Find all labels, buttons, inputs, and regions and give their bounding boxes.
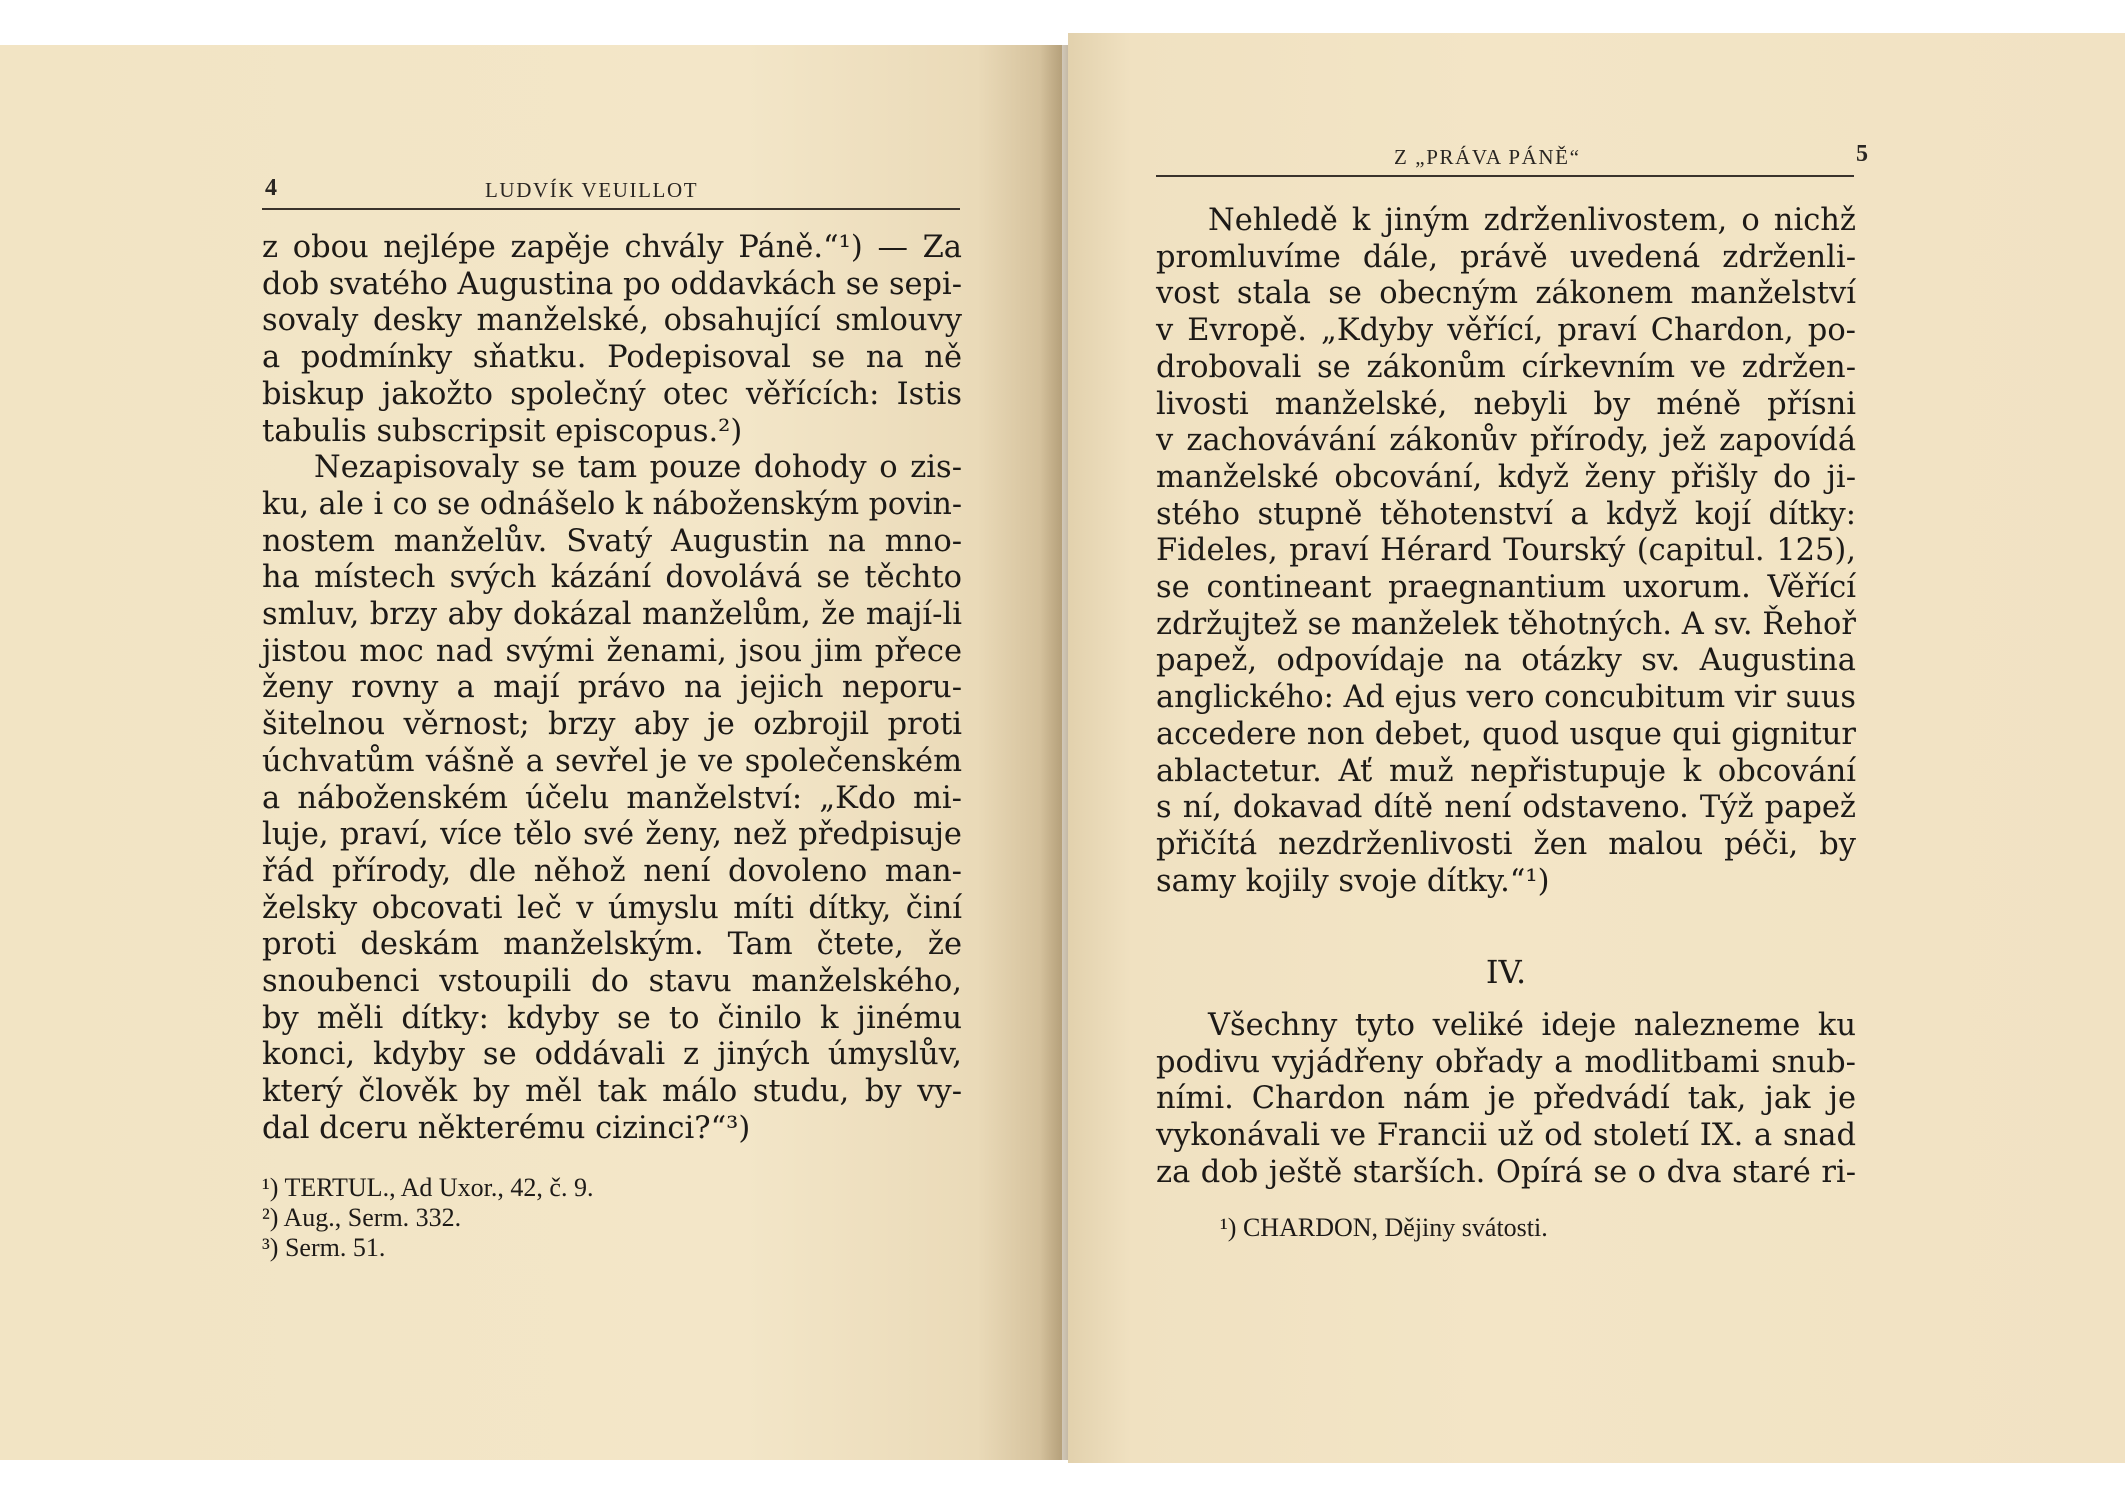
text-line: livosti manželské, nebyli by méně přísni [1156,386,1856,422]
text-line: z obou nejlépe zapěje chvály Páně.“¹) — Za [262,230,962,265]
text-line: manželské obcování, když ženy přišly do ji- [1156,459,1856,495]
right-body-text [1156,203,1856,900]
text-line: se contineant praegnantium uxorum. Věřící [1156,570,1856,606]
text-line: Nehledě k jiným zdrženlivostem, o nichž [1208,203,1856,238]
gutter-shadow [1040,45,1068,1460]
footnote: ¹) TERTUL., Ad Uxor., 42, č. 9. [262,1173,594,1202]
text-line: tabulis subscripsit episcopus.²) [262,413,743,449]
text-line: želsky obcovati leč v úmyslu míti dítky, činí [262,890,962,926]
left-footnotes [262,1173,593,1263]
text-line: řád přírody, dle něhož není dovoleno man- [262,853,962,889]
text-line: stého stupně těhotenství a když kojí dítky: [1156,496,1856,532]
page-number: 5 [1856,141,1868,167]
text-line: samy kojily svoje dítky.“¹) [1156,863,1550,899]
header-rule [262,208,960,210]
text-line: papež, odpovídaje na otázky sv. Augustina [1156,643,1856,679]
text-line: drobovali se zákonům církevním ve zdržen- [1156,349,1856,385]
text-line: ku, ale i co se odnášelo k náboženským povin- [262,486,962,522]
footnote: ²) Aug., Serm. 332. [262,1203,462,1232]
text-line: promluvíme dále, právě uvedená zdrženli- [1156,239,1856,275]
text-line: accedere non debet, quod usque qui gignitur [1156,716,1856,752]
text-line: ablactetur. Ať muž nepřistupuje k obcování [1156,753,1856,789]
text-line: zdržujtež se manželek těhotných. A sv. Řehoř [1156,606,1856,642]
text-line: v Evropě. „Kdyby věřící, praví Chardon, po- [1156,313,1856,349]
text-line: podivu vyjádřeny obřady a modlitbami snub- [1156,1044,1856,1080]
text-line: luje, praví, více tělo své ženy, než předpisuje [262,817,962,853]
text-line: vost stala se obecným zákonem manželství [1156,276,1856,312]
text-line: Fideles, praví Hérard Tourský (capitul. 125), [1156,533,1856,569]
text-line: snoubenci vstoupili do stavu manželského, [262,964,962,1000]
text-line: anglického: Ad ejus vero concubitum vir suus [1156,680,1856,716]
text-line: přičítá nezdrženlivosti žen malou péči, by [1156,826,1856,862]
text-line: šitelnou věrnost; brzy aby je ozbrojil proti [262,707,962,743]
running-head: LUDVÍK VEUILLOT [485,178,699,202]
right-footnotes [1220,1213,1548,1243]
text-line: jistou moc nad svými ženami, jsou jim přece [262,633,962,669]
text-line: by měli dítky: kdyby se to činilo k jinému [262,1000,962,1036]
section-heading: IV. [1485,953,1527,991]
running-head: Z „PRÁVA PÁNĚ“ [1394,145,1581,169]
text-line: nostem manželův. Svatý Augustin na mno- [262,523,962,559]
text-line: který člověk by měl tak málo studu, by vy- [262,1074,962,1110]
left-body-text [262,230,962,1148]
text-line: ha místech svých kázání dovolává se těchto [262,560,962,596]
footnote: ³) Serm. 51. [262,1233,386,1262]
text-line: úchvatům vášně a sevřel je ve společenském [262,743,962,779]
text-line: Nezapisovaly se tam pouze dohody o zis- [314,450,962,486]
text-line: a náboženském účelu manželství: „Kdo mi- [262,780,962,816]
text-line: a podmínky sňatku. Podepisoval se na ně [262,340,962,376]
text-line: smluv, brzy aby dokázal manželům, že mají-li [262,597,962,633]
text-line: konci, kdyby se oddávali z jiných úmyslův, [262,1037,962,1073]
header-rule [1156,175,1854,177]
text-line: ženy rovny a mají právo na jejich neporu- [262,670,962,706]
right-body-text-continued [1156,1008,1856,1192]
page-number: 4 [265,175,277,201]
text-line: dob svatého Augustina po oddavkách se sepi- [262,266,962,302]
left-page [0,45,1062,1460]
text-line: za dob ještě starších. Opírá se o dva staré ri- [1156,1154,1856,1190]
footnote: ¹) CHARDON, Dějiny svátosti. [1220,1213,1548,1242]
text-line: s ní, dokavad dítě není odstaveno. Týž papež [1156,790,1856,826]
text-line: Všechny tyto veliké ideje nalezneme ku [1208,1008,1856,1043]
text-line: proti deskám manželským. Tam čtete, že [262,927,962,963]
text-line: vykonávali ve Francii už od století IX. a snad [1156,1118,1856,1154]
text-line: v zachovávání zákonův přírody, jež zapovídá [1156,423,1856,459]
right-page [1068,33,2125,1463]
text-line: dal dceru některému cizinci?“³) [262,1110,751,1146]
text-line: sovaly desky manželské, obsahující smlouvy [262,303,962,339]
text-line: biskup jakožto společný otec věřících: Istis [262,376,962,412]
text-line: ními. Chardon nám je předvádí tak, jak je [1156,1081,1856,1117]
